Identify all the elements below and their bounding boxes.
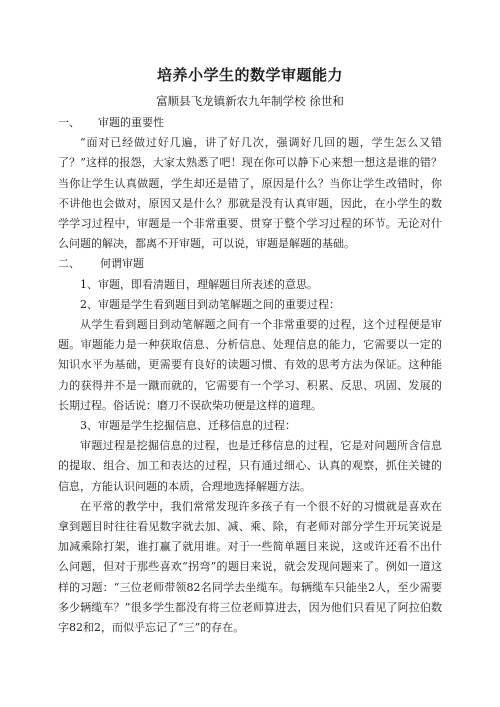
paragraph: 审题过程是挖掘信息的过程，也是迁移信息的过程，它是对问题所含信息的提取、组合、加工和表达的过程，只有通过细心、认真的观察，抓住关键的信息，方能认识问题的本质，合理地选择解题方法。: [58, 439, 442, 493]
paragraph: “面对已经做过好几遍，讲了好几次，强调好几回的题，学生怎么又错了？”这样的报怨，大家太熟悉了吧！现在你可以静下心来想一想这是谁的错？当你让学生认真做题，学生却还是错了，原因是什么？当你让学生改错时，你不讲他也会做对，原因又是什么？那就是没有认真审题，因此，在小学生的数学学习过程中，审题是一个非常重要、贯穿于整个学习过程的环节。无论对什么问题的解决，都离不开审题，可以说，审题是解题的基础。: [58, 136, 442, 251]
document-body: [58, 113, 442, 638]
list-item: 3、审题是学生挖掘信息、迁移信息的过程：: [80, 419, 296, 433]
list-item: 1、审题，即看清题目，理解题目所表述的意思。: [80, 277, 318, 291]
document-title: 培养小学生的数学审题能力: [156, 66, 343, 84]
paragraph: 在平常的教学中，我们常常发现许多孩子有一个很不好的习惯就是喜欢在拿到题目时往往看见数字就去加、减、乘、除，有老师对部分学生开玩笑说是加减乘除打架，谁打赢了就用谁。对于一些简单题目来说，这或许还看不出什么问题，但对于那些喜欢“拐弯”的题目来说，就会发现问题来了。例如一道这样的习题：“三位老师带领82名同学去坐缆车。每辆缆车只能坐2人，至少需要多少辆缆车？”很多学生都没有将三位老师算进去，因为他们只看见了阿拉伯数字82和2，而似乎忘记了“三”的存在。: [58, 499, 442, 635]
section-heading-text: 审题的重要性: [98, 116, 164, 129]
paragraph: 从学生看到题目到动笔解题之间有一个非常重要的过程，这个过程便是审题。审题能力是一种获取信息、分析信息、处理信息的能力，它需要以一定的知识水平为基础，更需要有良好的读题习惯、有效的思考方法为保证。这种能力的获得并不是一蹴而就的，它需要有一个学习、积累、反思、巩固、发展的长期过程。俗话说：磨刀不误砍柴功便是这样的道理。: [58, 318, 442, 412]
section-number: 一、: [58, 116, 80, 129]
list-item: 2、审题是学生看到题目到动笔解题之间的重要过程：: [80, 297, 340, 311]
document-author: 富顺县飞龙镇新农九年制学校 徐世和: [156, 94, 344, 108]
section-number: 二、: [58, 257, 80, 271]
section-heading-text: 何谓审题: [100, 257, 144, 271]
section-heading-2: [58, 254, 442, 274]
section-heading-1: [58, 113, 442, 133]
